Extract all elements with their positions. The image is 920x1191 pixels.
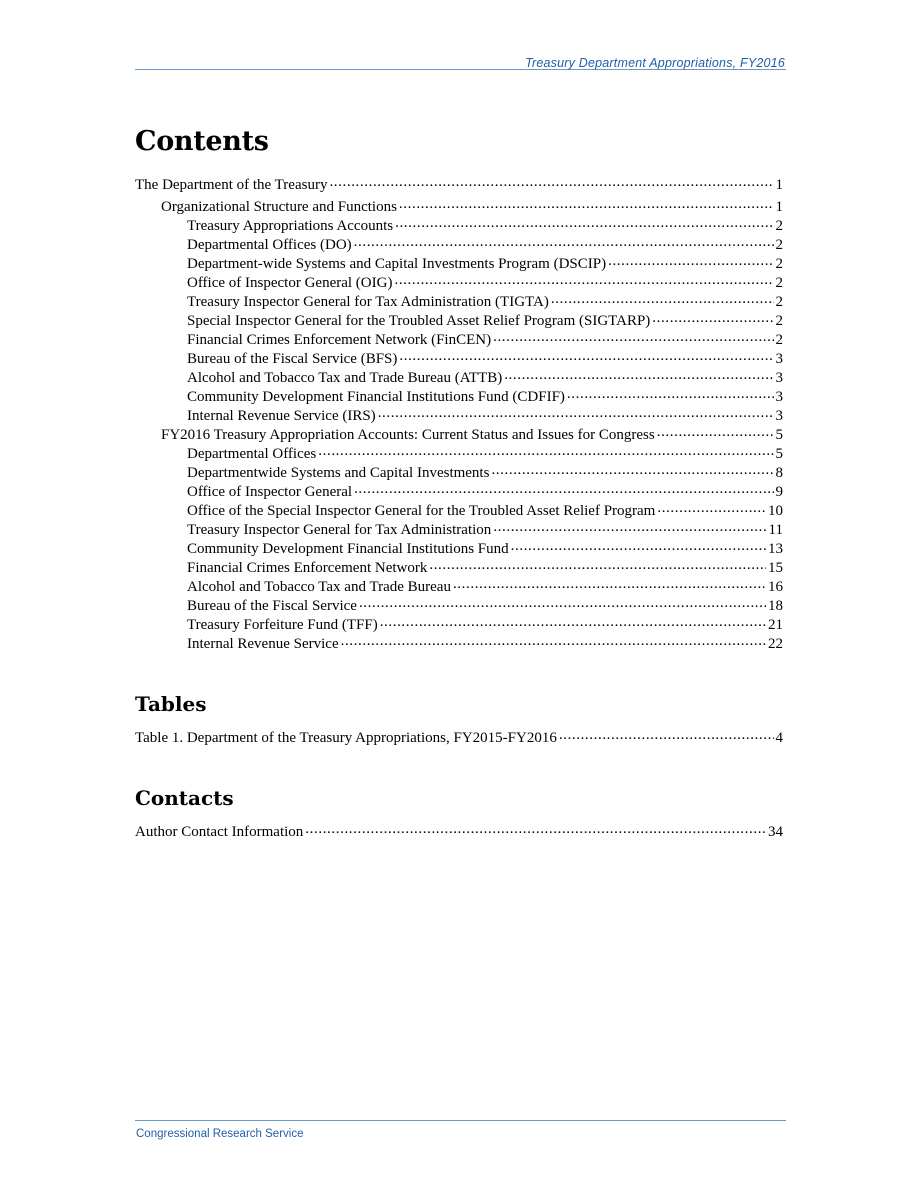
dot-leader [453,576,766,591]
toc-entry-title: Treasury Appropriations Accounts [187,218,394,234]
dot-leader [567,386,774,401]
dot-leader [504,367,773,382]
dot-leader [341,633,766,648]
toc-entry-page: 10 [768,503,783,519]
toc-entry[interactable] [135,500,783,519]
toc-entry-page: 3 [775,408,783,424]
toc-entry[interactable] [135,481,783,500]
toc-entry-page: 16 [768,579,783,595]
contents-list [135,174,783,652]
toc-entry[interactable] [135,443,783,462]
toc-entry-page: 3 [775,351,783,367]
toc-entry-title: Table 1. Department of the Treasury Appropriations, FY2015-FY2016 [135,730,557,746]
dot-leader [399,196,774,211]
toc-entry-page: 9 [775,484,783,500]
toc-entry-title: Financial Crimes Enforcement Network (FinCEN) [187,332,492,348]
dot-leader [608,253,773,268]
toc-entry-title: Treasury Inspector General for Tax Administration [187,522,492,538]
dot-leader [354,481,773,496]
dot-leader [559,727,774,742]
toc-entry-page: 34 [768,824,783,840]
toc-entry[interactable] [135,538,783,557]
dot-leader [354,234,774,249]
dot-leader [394,272,773,287]
page-footer [135,1120,786,1142]
footer-organization: Congressional Research Service [136,1128,304,1140]
toc-entry-page: 22 [768,636,783,652]
dot-leader [657,500,766,515]
dot-leader [399,348,773,363]
toc-entry-page: 2 [775,294,783,310]
toc-entry-title: Treasury Forfeiture Fund (TFF) [187,617,378,633]
toc-entry[interactable] [135,253,783,272]
toc-entry[interactable] [135,462,783,481]
toc-entry-title: The Department of the Treasury [135,177,328,193]
toc-entry[interactable] [135,196,783,215]
toc-entry-page: 2 [775,256,783,272]
toc-entry-page: 3 [775,370,783,386]
toc-entry-title: Treasury Inspector General for Tax Administration (TIGTA) [187,294,549,310]
toc-entry-page: 3 [775,389,783,405]
toc-entry-title: Office of Inspector General (OIG) [187,275,393,291]
contacts-list [135,821,783,840]
toc-entry-title: Office of Inspector General [187,484,353,500]
dot-leader [493,329,773,344]
toc-entry-title: Bureau of the Fiscal Service [187,598,357,614]
dot-leader [318,443,773,458]
toc-entry[interactable] [135,329,783,348]
toc-entry-title: Departmental Offices (DO) [187,237,352,253]
dot-leader [493,519,766,534]
dot-leader [305,821,766,836]
toc-entry[interactable] [135,174,783,193]
toc-entry[interactable] [135,727,783,746]
dot-leader [395,215,773,230]
toc-entry[interactable] [135,405,783,424]
toc-entry[interactable] [135,348,783,367]
toc-entry[interactable] [135,424,783,443]
dot-leader [380,614,766,629]
toc-entry-title: Department-wide Systems and Capital Investments Program (DSCIP) [187,256,607,272]
toc-entry[interactable] [135,595,783,614]
toc-entry[interactable] [135,519,783,538]
toc-entry[interactable] [135,367,783,386]
toc-entry-page: 2 [775,218,783,234]
toc-entry-page: 5 [775,427,783,443]
toc-entry-title: Special Inspector General for the Troubled Asset Relief Program (SIGTARP) [187,313,651,329]
toc-entry[interactable] [135,215,783,234]
running-header-title: Treasury Department Appropriations, FY2016 [525,56,785,70]
toc-entry[interactable] [135,310,783,329]
toc-entry-page: 2 [775,332,783,348]
toc-entry-title: Departmental Offices [187,446,317,462]
toc-entry-page: 2 [775,313,783,329]
dot-leader [491,462,773,477]
toc-entry-page: 11 [768,522,783,538]
toc-entry-page: 5 [775,446,783,462]
toc-entry-title: Departmentwide Systems and Capital Investments [187,465,490,481]
toc-entry-page: 1 [775,199,783,215]
toc-entry-page: 18 [768,598,783,614]
toc-entry[interactable] [135,614,783,633]
toc-entry[interactable] [135,821,783,840]
toc-entry-page: 2 [775,275,783,291]
toc-entry-title: Alcohol and Tobacco Tax and Trade Bureau (ATTB) [187,370,503,386]
dot-leader [511,538,766,553]
dot-leader [652,310,773,325]
toc-entry[interactable] [135,633,783,652]
toc-entry-page: 1 [775,177,783,193]
toc-entry-title: Bureau of the Fiscal Service (BFS) [187,351,398,367]
toc-entry-title: Community Development Financial Institutions Fund (CDFIF) [187,389,565,405]
toc-entry-title: Internal Revenue Service (IRS) [187,408,376,424]
toc-entry-title: Internal Revenue Service [187,636,339,652]
toc-entry[interactable] [135,576,783,595]
toc-entry-page: 13 [768,541,783,557]
contents-heading: Contents [135,126,269,157]
toc-entry[interactable] [135,557,783,576]
tables-heading: Tables [135,692,207,716]
toc-entry-title: Author Contact Information [135,824,304,840]
tables-list [135,727,783,746]
running-header [135,55,786,70]
toc-entry-title: FY2016 Treasury Appropriation Accounts: Current Status and Issues for Congress [161,427,655,443]
toc-entry-title: Organizational Structure and Functions [161,199,397,215]
toc-entry-title: Office of the Special Inspector General for the Troubled Asset Relief Program [187,503,656,519]
toc-entry-title: Financial Crimes Enforcement Network [187,560,428,576]
dot-leader [378,405,774,420]
toc-entry-page: 8 [775,465,783,481]
dot-leader [429,557,766,572]
dot-leader [657,424,774,439]
toc-entry[interactable] [135,291,783,310]
toc-entry-page: 15 [768,560,783,576]
dot-leader [359,595,766,610]
toc-entry[interactable] [135,272,783,291]
contacts-heading: Contacts [135,786,234,810]
toc-entry[interactable] [135,234,783,253]
toc-entry-title: Community Development Financial Institutions Fund [187,541,509,557]
dot-leader [551,291,774,306]
toc-entry-page: 4 [775,730,783,746]
toc-entry-page: 2 [775,237,783,253]
toc-entry-title: Alcohol and Tobacco Tax and Trade Bureau [187,579,451,595]
dot-leader [329,174,773,189]
toc-entry-page: 21 [768,617,783,633]
toc-entry[interactable] [135,386,783,405]
